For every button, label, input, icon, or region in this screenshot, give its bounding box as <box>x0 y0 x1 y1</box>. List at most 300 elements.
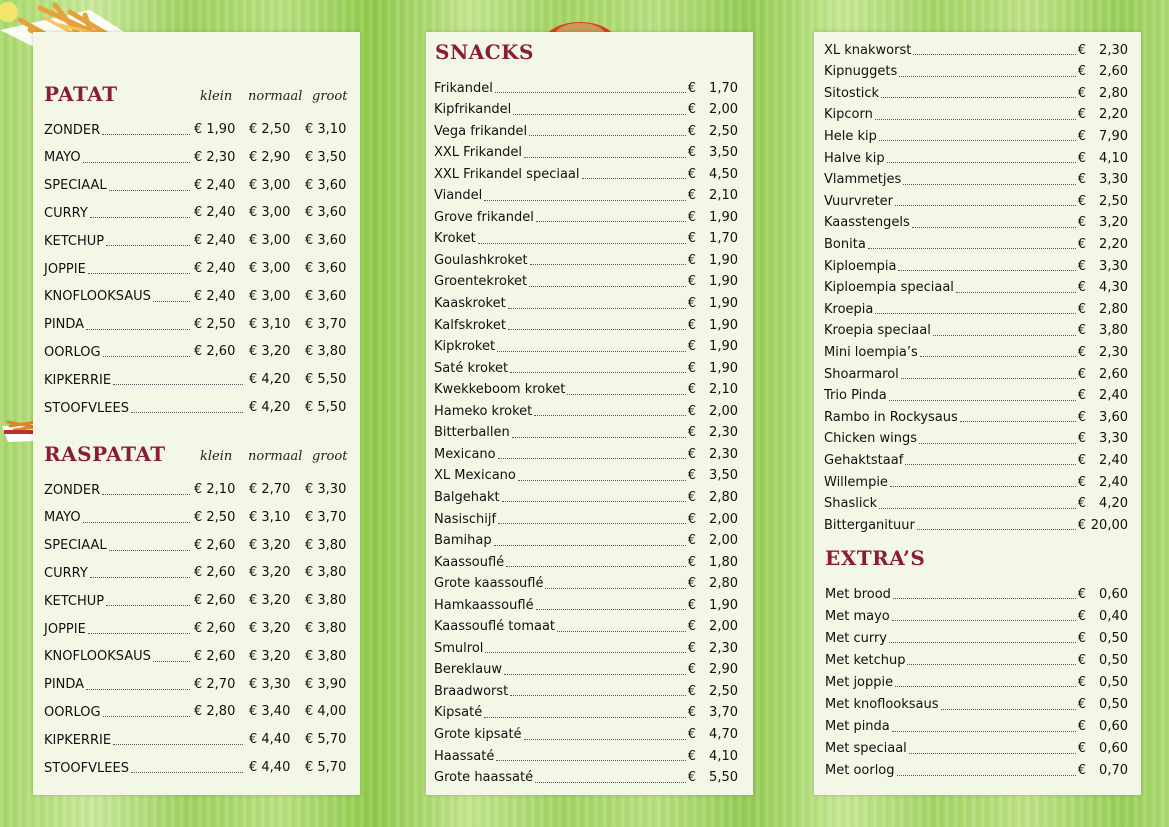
item-price: 3,20 <box>1099 215 1128 231</box>
item-name: KETCHUP <box>44 593 105 609</box>
currency-symbol: € <box>1077 452 1086 468</box>
snacks-row <box>434 509 738 529</box>
item-name: Bamihap <box>434 533 492 549</box>
item-price: 1,90 <box>709 296 738 311</box>
extras-row <box>825 695 1128 715</box>
patat-row <box>44 259 349 279</box>
dot-leader <box>90 216 190 218</box>
snacks-row <box>434 768 738 788</box>
currency-symbol: € <box>687 102 696 118</box>
item-name: Willempie <box>824 474 888 490</box>
raspatat-row <box>44 591 349 611</box>
more-row <box>824 191 1128 211</box>
price-klein: € 2,40 <box>194 233 236 249</box>
price-groot: € 3,60 <box>305 177 347 193</box>
dot-leader <box>508 307 686 309</box>
price-normaal: € 3,00 <box>249 205 291 221</box>
dot-leader <box>875 118 1076 120</box>
item-price: 3,50 <box>709 145 738 161</box>
snacks-row <box>434 207 738 227</box>
dot-leader <box>113 383 243 385</box>
extras-row <box>825 606 1128 626</box>
currency-symbol: € <box>1077 630 1086 646</box>
currency-symbol: € <box>1077 517 1086 533</box>
raspatat-row <box>44 675 349 695</box>
snacks-row <box>434 164 738 184</box>
more-row <box>824 234 1128 254</box>
item-price: 2,50 <box>709 683 738 699</box>
item-price: 2,80 <box>709 576 738 592</box>
dot-leader <box>513 113 685 115</box>
item-price: 2,30 <box>709 425 738 441</box>
currency-symbol: € <box>1077 608 1086 624</box>
dot-leader <box>504 673 686 675</box>
item-name: Grove frikandel <box>434 209 534 225</box>
item-price: 4,20 <box>1099 496 1128 512</box>
item-name: Halve kip <box>824 150 885 166</box>
item-price: 2,00 <box>709 511 738 527</box>
size-groot: groot <box>312 89 348 104</box>
dot-leader <box>535 781 686 783</box>
item-price: 3,60 <box>1099 409 1128 425</box>
price-normaal: € 3,00 <box>249 288 291 304</box>
more-row <box>824 515 1128 535</box>
dot-leader <box>484 199 685 201</box>
raspatat-row <box>44 758 349 778</box>
dot-leader <box>545 587 685 589</box>
currency-symbol: € <box>1077 366 1086 382</box>
item-price: 2,30 <box>709 446 738 462</box>
currency-symbol: € <box>1077 193 1086 209</box>
item-price: 2,20 <box>1099 236 1128 252</box>
item-name: Kaassouflé tomaat <box>434 619 556 635</box>
raspatat-row <box>44 536 349 556</box>
item-price: 2,90 <box>709 662 738 678</box>
dot-leader <box>106 244 190 246</box>
item-name: Kroepia <box>824 301 874 317</box>
price-groot: € 3,60 <box>305 288 347 304</box>
item-name: Frikandel <box>434 80 493 96</box>
currency-symbol: € <box>1077 741 1086 757</box>
item-name: Kalfskroket <box>434 317 506 333</box>
price-groot: € 3,80 <box>305 344 347 360</box>
snacks-row <box>434 380 738 400</box>
dot-leader <box>502 500 686 502</box>
more-row <box>824 342 1128 362</box>
item-name: Kaasstengels <box>824 215 910 231</box>
currency-symbol: € <box>687 425 696 441</box>
item-price: 2,80 <box>1099 301 1128 317</box>
price-klein: € 2,40 <box>194 288 236 304</box>
item-price: 0,60 <box>1099 586 1128 602</box>
price-normaal: € 3,10 <box>249 316 291 332</box>
price-klein: € 2,70 <box>194 676 236 692</box>
price-klein: € 2,40 <box>194 177 236 193</box>
item-price: 0,70 <box>1099 763 1128 779</box>
item-name: Kipkroket <box>434 339 496 355</box>
more-row <box>824 299 1128 319</box>
price-groot: € 3,80 <box>305 621 347 636</box>
item-name: Shaslick <box>824 496 878 512</box>
item-name: Met curry <box>825 630 887 646</box>
price-normaal: € 3,00 <box>249 261 291 276</box>
currency-symbol: € <box>1077 280 1086 296</box>
item-price: 20,00 <box>1090 517 1128 533</box>
item-name: Smulrol <box>434 640 484 656</box>
dot-leader <box>530 263 686 265</box>
item-name: Kaaskroket <box>434 296 506 311</box>
dot-leader <box>557 630 686 632</box>
extras-row <box>825 628 1128 648</box>
price-normaal: € 2,70 <box>249 482 291 497</box>
item-price: 2,30 <box>709 640 738 656</box>
dot-leader <box>86 328 190 330</box>
currency-symbol: € <box>687 209 696 225</box>
raspatat-row <box>44 508 349 528</box>
size-normaal: normaal <box>248 89 303 104</box>
item-price: 2,60 <box>1099 64 1128 80</box>
patat-row <box>44 203 349 223</box>
snacks-row <box>434 595 738 615</box>
item-price: 4,70 <box>709 727 738 742</box>
price-groot: € 3,60 <box>305 233 347 249</box>
dot-leader <box>889 399 1076 401</box>
item-name: Kaassouflé <box>434 554 505 570</box>
snacks-row <box>434 358 738 378</box>
dot-leader <box>485 651 685 653</box>
more-row <box>824 83 1128 103</box>
item-name: Kipfrikandel <box>434 102 512 118</box>
dot-leader <box>899 75 1075 77</box>
item-price: 1,90 <box>709 274 738 290</box>
price-groot: € 3,80 <box>305 537 347 553</box>
item-price: 2,40 <box>1099 474 1128 490</box>
more-row <box>824 494 1128 514</box>
currency-symbol: € <box>687 166 696 182</box>
patat-panel <box>33 32 360 795</box>
dot-leader <box>524 156 686 158</box>
currency-symbol: € <box>687 360 696 376</box>
item-name: Met pinda <box>825 719 890 735</box>
currency-symbol: € <box>687 489 696 505</box>
snacks-row <box>434 444 738 464</box>
item-name: Braadworst <box>434 683 509 699</box>
dot-leader <box>153 300 190 302</box>
item-name: Kipcorn <box>824 107 873 123</box>
price-normaal: € 2,90 <box>249 149 291 165</box>
currency-symbol: € <box>1077 258 1086 274</box>
currency-symbol: € <box>687 640 696 656</box>
item-name: Kipsaté <box>434 705 483 721</box>
currency-symbol: € <box>1077 323 1086 339</box>
dot-leader <box>495 91 686 93</box>
dot-leader <box>109 189 190 191</box>
size-groot: groot <box>312 449 348 464</box>
dot-leader <box>895 685 1076 687</box>
currency-symbol: € <box>687 317 696 333</box>
item-name: XL knakworst <box>824 42 912 58</box>
snacks-row <box>434 487 738 507</box>
more-row <box>824 40 1128 60</box>
currency-symbol: € <box>1077 150 1086 166</box>
price-groot: € 3,30 <box>305 482 347 497</box>
dot-leader <box>879 139 1076 141</box>
item-price: 0,60 <box>1099 719 1128 735</box>
price-normaal: € 3,20 <box>249 621 291 636</box>
item-name: OORLOG <box>44 704 101 720</box>
price-groot: € 5,50 <box>305 372 347 388</box>
item-name: XXL Frikandel <box>434 145 523 161</box>
dot-leader <box>901 377 1076 379</box>
currency-symbol: € <box>687 274 696 290</box>
item-name: Vuurvreter <box>824 193 894 209</box>
dot-leader <box>506 565 686 567</box>
item-price: 7,90 <box>1099 128 1128 144</box>
dot-leader <box>933 334 1076 336</box>
price-normaal: € 3,00 <box>249 233 291 249</box>
dot-leader <box>920 355 1076 357</box>
raspatat-row <box>44 647 349 667</box>
currency-symbol: € <box>687 231 696 247</box>
more-row <box>824 105 1128 125</box>
patat-row <box>44 148 349 168</box>
currency-symbol: € <box>687 403 696 419</box>
item-name: CURRY <box>44 205 88 221</box>
item-name: Bonita <box>824 236 866 252</box>
price-groot: € 5,70 <box>305 732 347 748</box>
dot-leader <box>875 312 1075 314</box>
item-name: CURRY <box>44 565 88 581</box>
price-klein: € 2,60 <box>194 593 236 609</box>
currency-symbol: € <box>1077 64 1086 80</box>
item-name: Kiploempia speciaal <box>824 280 954 296</box>
currency-symbol: € <box>1077 674 1086 690</box>
price-klein: € 2,60 <box>194 648 236 664</box>
dot-leader <box>529 134 686 136</box>
raspatat-title: RASPATAT <box>44 442 166 466</box>
item-price: 2,10 <box>709 382 738 398</box>
item-name: KNOFLOOKSAUS <box>44 649 151 665</box>
price-klein: € 2,60 <box>194 565 236 581</box>
price-normaal: € 3,10 <box>249 509 291 525</box>
more-panel <box>814 32 1141 795</box>
price-klein: € 2,60 <box>194 537 236 553</box>
item-price: 3,30 <box>1099 258 1128 274</box>
currency-symbol: € <box>687 662 696 678</box>
dot-leader <box>103 715 190 717</box>
patat-title: PATAT <box>44 82 118 106</box>
patat-row <box>44 398 349 418</box>
item-name: MAYO <box>44 150 81 166</box>
dot-leader <box>484 716 685 718</box>
price-normaal: € 3,20 <box>249 593 291 609</box>
dot-leader <box>917 528 1076 530</box>
patat-row <box>44 370 349 390</box>
item-name: STOOFVLEES <box>44 760 129 776</box>
dot-leader <box>941 708 1076 710</box>
price-groot: € 5,50 <box>305 400 347 415</box>
currency-symbol: € <box>687 252 696 268</box>
currency-symbol: € <box>1077 409 1086 425</box>
extras-row <box>825 672 1128 692</box>
snacks-row <box>434 401 738 421</box>
currency-symbol: € <box>687 123 696 139</box>
dot-leader <box>86 688 190 690</box>
item-name: Met joppie <box>825 674 894 690</box>
dot-leader <box>881 96 1076 98</box>
currency-symbol: € <box>1077 128 1086 144</box>
snacks-row <box>434 725 738 745</box>
item-price: 4,10 <box>709 748 738 764</box>
raspatat-row <box>44 730 349 750</box>
dot-leader <box>512 436 686 438</box>
snacks-row <box>434 703 738 723</box>
dot-leader <box>83 521 190 523</box>
currency-symbol: € <box>1077 474 1086 490</box>
dot-leader <box>919 442 1076 444</box>
item-name: Met mayo <box>825 608 890 624</box>
price-groot: € 3,70 <box>305 316 347 332</box>
item-price: 0,60 <box>1099 741 1128 757</box>
patat-row <box>44 231 349 251</box>
dot-leader <box>103 355 190 357</box>
currency-symbol: € <box>687 748 696 764</box>
dot-leader <box>131 411 243 413</box>
snacks-title: SNACKS <box>435 40 534 64</box>
dot-leader <box>893 597 1076 599</box>
more-row <box>824 472 1128 492</box>
price-normaal: € 3,40 <box>249 704 291 720</box>
snacks-panel <box>426 32 753 795</box>
more-row <box>824 450 1128 470</box>
extras-row <box>825 584 1128 604</box>
dot-leader <box>536 220 686 222</box>
item-name: Balgehakt <box>434 489 500 505</box>
more-row <box>824 321 1128 341</box>
item-name: ZONDER <box>44 482 101 498</box>
currency-symbol: € <box>687 80 696 96</box>
price-groot: € 3,60 <box>305 261 347 276</box>
item-price: 2,00 <box>709 619 738 635</box>
dot-leader <box>88 272 190 274</box>
item-name: Grote haassaté <box>434 770 534 786</box>
item-price: 2,50 <box>1099 193 1128 209</box>
item-name: KETCHUP <box>44 233 105 249</box>
more-row <box>824 429 1128 449</box>
snacks-row <box>434 250 738 270</box>
dot-leader <box>494 544 686 546</box>
currency-symbol: € <box>1077 344 1086 360</box>
item-name: Bereklauw <box>434 662 502 678</box>
extras-row <box>825 717 1128 737</box>
price-groot: € 3,80 <box>305 565 347 581</box>
snacks-row <box>434 337 738 357</box>
item-price: 0,50 <box>1099 674 1128 690</box>
price-klein: € 2,30 <box>194 149 236 165</box>
item-price: 2,80 <box>1099 85 1128 101</box>
item-name: Shoarmarol <box>824 366 899 382</box>
item-name: MAYO <box>44 510 81 526</box>
item-name: Kroket <box>434 231 476 247</box>
price-normaal: € 4,40 <box>249 760 291 775</box>
currency-symbol: € <box>1077 697 1086 712</box>
dot-leader <box>879 507 1076 509</box>
price-klein: € 2,60 <box>194 344 236 360</box>
currency-symbol: € <box>1077 388 1086 404</box>
item-name: Hele kip <box>824 128 877 144</box>
currency-symbol: € <box>687 576 696 592</box>
item-name: XXL Frikandel speciaal <box>434 166 580 182</box>
dot-leader <box>478 242 686 244</box>
size-klein: klein <box>200 89 233 104</box>
currency-symbol: € <box>687 446 696 462</box>
dot-leader <box>956 291 1076 293</box>
currency-symbol: € <box>687 727 696 742</box>
price-normaal: € 3,20 <box>249 537 291 553</box>
item-name: Haassaté <box>434 748 495 764</box>
price-groot: € 3,10 <box>305 122 347 137</box>
price-groot: € 4,00 <box>305 704 347 720</box>
dot-leader <box>106 604 190 606</box>
item-name: Rambo in Rockysaus <box>824 409 958 425</box>
snacks-row <box>434 78 738 98</box>
dot-leader <box>496 759 685 761</box>
currency-symbol: € <box>687 770 696 786</box>
price-normaal: € 3,00 <box>249 177 291 193</box>
item-price: 2,00 <box>709 102 738 118</box>
dot-leader <box>109 549 190 551</box>
snacks-row <box>434 552 738 572</box>
price-normaal: € 4,20 <box>249 372 291 388</box>
raspatat-row <box>44 563 349 583</box>
item-name: ZONDER <box>44 122 101 138</box>
item-price: 2,80 <box>709 489 738 505</box>
dot-leader <box>510 694 685 696</box>
snacks-row <box>434 660 738 680</box>
snacks-row <box>434 638 738 658</box>
price-groot: € 5,70 <box>305 760 347 775</box>
dot-leader <box>868 247 1076 249</box>
item-name: Hameko kroket <box>434 403 533 419</box>
item-name: KNOFLOOKSAUS <box>44 289 151 305</box>
currency-symbol: € <box>687 188 696 204</box>
item-name: Goulashkroket <box>434 252 528 268</box>
dot-leader <box>536 608 686 610</box>
item-name: Met knoflooksaus <box>825 697 939 712</box>
dot-leader <box>131 771 243 773</box>
item-price: 3,80 <box>1099 323 1128 339</box>
dot-leader <box>498 457 686 459</box>
snacks-row <box>434 294 738 314</box>
dot-leader <box>102 493 190 495</box>
patat-row <box>44 176 349 196</box>
size-normaal: normaal <box>248 449 303 464</box>
snacks-row <box>434 531 738 551</box>
more-row <box>824 364 1128 384</box>
dot-leader <box>534 414 685 416</box>
currency-symbol: € <box>687 533 696 549</box>
item-name: Hamkaassouflé <box>434 597 534 613</box>
price-klein: € 2,40 <box>194 205 236 221</box>
price-normaal: € 3,20 <box>249 344 291 360</box>
currency-symbol: € <box>1077 301 1086 317</box>
item-name: Gehaktstaaf <box>824 452 904 468</box>
more-row <box>824 126 1128 146</box>
more-row <box>824 170 1128 190</box>
item-name: Mexicano <box>434 446 496 462</box>
item-name: KIPKERRIE <box>44 372 112 388</box>
more-row <box>824 386 1128 406</box>
